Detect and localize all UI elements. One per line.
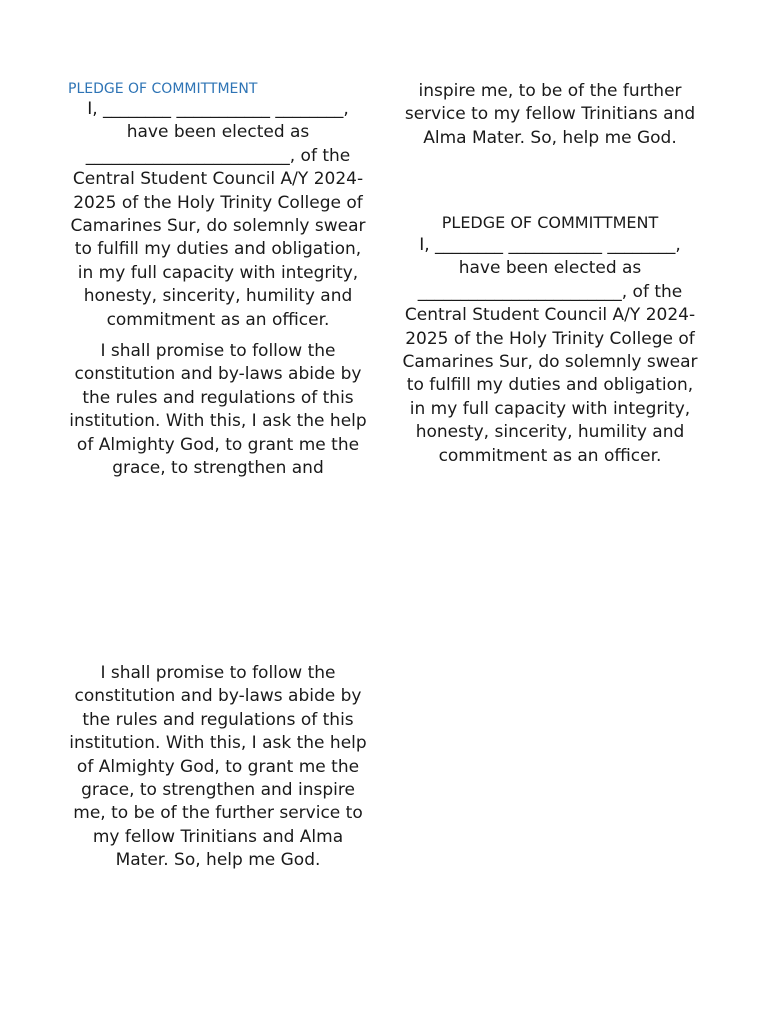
pledge-1-block xyxy=(68,80,368,481)
pledge-2-body: Central Student Council A/Y 2024-2025 of the Holy Trinity College of Camarines Sur, do solemnly swear to fulfill my duties and obligation, in my full capacity with integrity, honesty, sincerity, humility and commitment as an officer. xyxy=(402,305,698,466)
pledge-1-elected-line: have been elected as xyxy=(126,122,310,143)
pledge-2-oath-block xyxy=(68,662,368,873)
pledge-1-oath-part-1: I shall promise to follow the constitution and by-laws abide by the rules and regulations of this institution. With this, I ask the help of Almighty God, to grant me the grace, to strengthen and xyxy=(69,341,367,479)
pledge-1-name-line: I, ________ ___________ ________, xyxy=(87,99,349,119)
pledge-1-body: Central Student Council A/Y 2024-2025 of the Holy Trinity College of Camarines Sur, do solemnly swear to fulfill my duties and obligation, in my full capacity with integrity, honesty, sincerity, humility and commitment as an officer. xyxy=(70,169,366,330)
pledge-1-continuation xyxy=(401,80,699,150)
pledge-1-oath-part-2: inspire me, to be of the further service to my fellow Trinitians and Alma Mater. So, help me God. xyxy=(404,81,696,148)
pledge-2-block xyxy=(401,212,699,468)
pledge-2-heading: PLEDGE OF COMMITTMENT xyxy=(441,213,659,232)
pledge-2-oath: I shall promise to follow the constitution and by-laws abide by the rules and regulations of this institution. With this, I ask the help of Almighty God, to grant me the grace, to strengthen and inspire me, to be of the further service to my fellow Trinitians and Alma Mater. So, help me God. xyxy=(69,663,367,871)
pledge-1-heading: PLEDGE OF COMMITTMENT xyxy=(68,81,258,97)
pledge-2-elected-line: have been elected as xyxy=(458,258,642,279)
pledge-2-position-line: ________________________, of the xyxy=(417,281,683,302)
pledge-1-position-line: ________________________, of the xyxy=(85,145,351,166)
pledge-2-name-line: I, ________ ___________ ________, xyxy=(419,235,681,255)
